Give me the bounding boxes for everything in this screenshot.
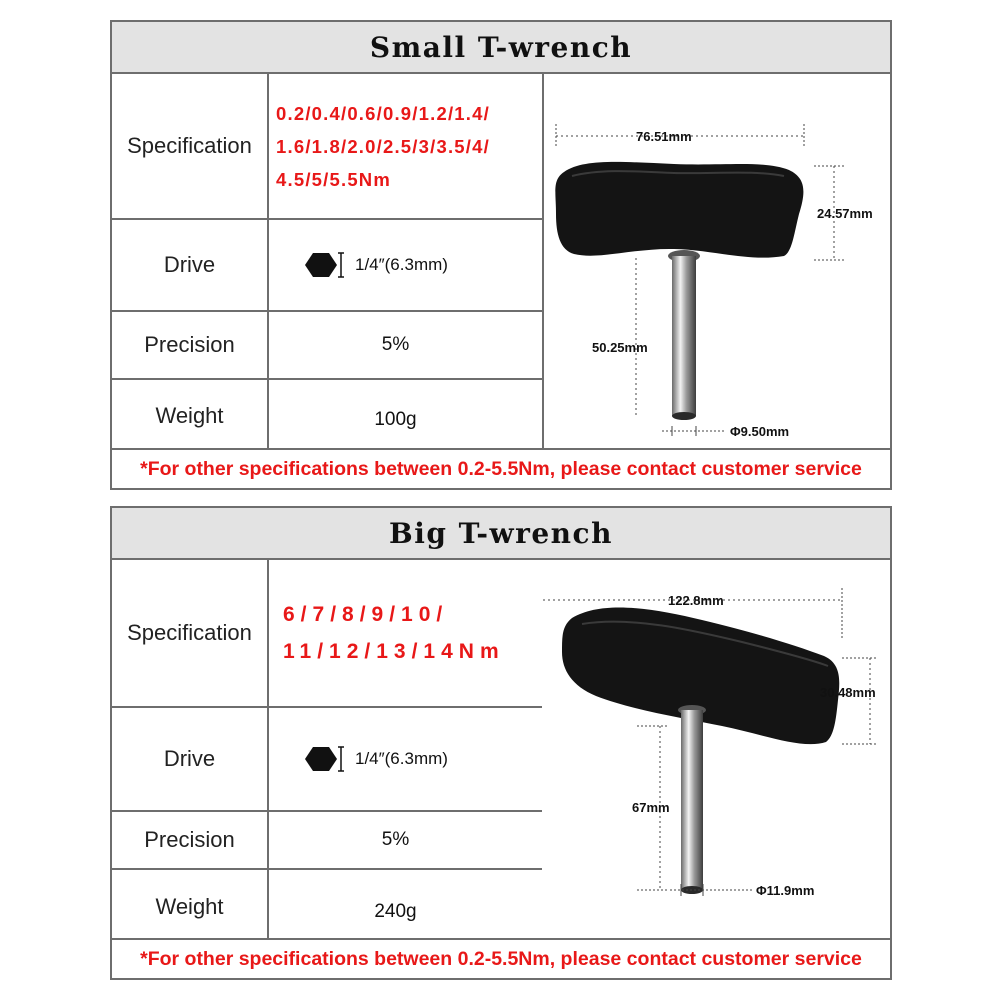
small-width-dim: 76.51mm <box>636 129 692 144</box>
small-spec-value <box>269 74 542 218</box>
big-spec-line-1: 6/7/8/9/10/ <box>283 603 449 626</box>
small-spec-line-1: 0.2/0.4/0.6/0.9/1.2/1.4/ <box>276 102 490 124</box>
small-diameter-dim: Φ9.50mm <box>730 424 790 439</box>
small-wrench-image-cell <box>542 74 890 452</box>
small-height-dim: 24.57mm <box>817 206 873 221</box>
small-wrench-illustration <box>544 74 892 452</box>
big-width-dim: 122.8mm <box>668 593 724 608</box>
hex-drive-icon <box>301 743 351 775</box>
big-wrench-image-cell <box>542 560 890 944</box>
big-spec-line-2: 11/12/13/14Nm <box>283 640 505 663</box>
small-drive-row <box>112 220 542 312</box>
small-weight-label: Weight <box>112 380 269 452</box>
small-spec-line-2: 1.6/1.8/2.0/2.5/3/3.5/4/ <box>276 135 490 157</box>
big-spec-label: Specification <box>112 560 269 706</box>
big-wrench-illustration <box>542 560 890 944</box>
big-diameter-dim: Φ11.9mm <box>756 883 815 898</box>
small-spec-label: Specification <box>112 74 269 218</box>
small-shaft-dim: 50.25mm <box>592 340 648 355</box>
big-spec-value <box>269 560 542 706</box>
big-drive-value <box>269 708 542 810</box>
big-weight-value: 240g <box>374 901 417 922</box>
small-drive-value <box>269 220 542 310</box>
small-precision-value: 5% <box>381 334 410 355</box>
big-weight-row <box>112 870 542 944</box>
small-precision-row <box>112 312 542 380</box>
big-precision-label: Precision <box>112 812 269 868</box>
big-precision-value: 5% <box>381 829 410 850</box>
small-precision-label: Precision <box>112 312 269 378</box>
big-drive-text: 1/4″(6.3mm) <box>355 749 448 768</box>
small-spec-list <box>269 97 490 196</box>
big-spec-row <box>112 560 542 708</box>
big-shaft-dim: 67mm <box>632 800 670 815</box>
small-contact-note: *For other specifications between 0.2-5.5Nm, please contact customer service <box>112 448 890 488</box>
big-spec-list <box>269 596 505 670</box>
big-wrench-title: Big T-wrench <box>112 508 890 560</box>
small-drive-label: Drive <box>112 220 269 310</box>
small-wrench-title: Small T-wrench <box>112 22 890 74</box>
small-wrench-panel <box>110 20 892 490</box>
big-height-dim: 30.48mm <box>820 685 876 700</box>
big-weight-label: Weight <box>112 870 269 944</box>
small-weight-row <box>112 380 542 452</box>
small-weight-value: 100g <box>374 409 417 430</box>
small-spec-row <box>112 74 542 220</box>
big-wrench-panel <box>110 506 892 980</box>
big-drive-label: Drive <box>112 708 269 810</box>
hex-drive-icon <box>301 249 351 281</box>
big-drive-row <box>112 708 542 812</box>
small-spec-line-3: 4.5/5/5.5Nm <box>276 168 392 190</box>
big-contact-note: *For other specifications between 0.2-5.5Nm, please contact customer service <box>112 938 890 978</box>
small-drive-text: 1/4″(6.3mm) <box>355 255 448 274</box>
big-precision-row <box>112 812 542 870</box>
